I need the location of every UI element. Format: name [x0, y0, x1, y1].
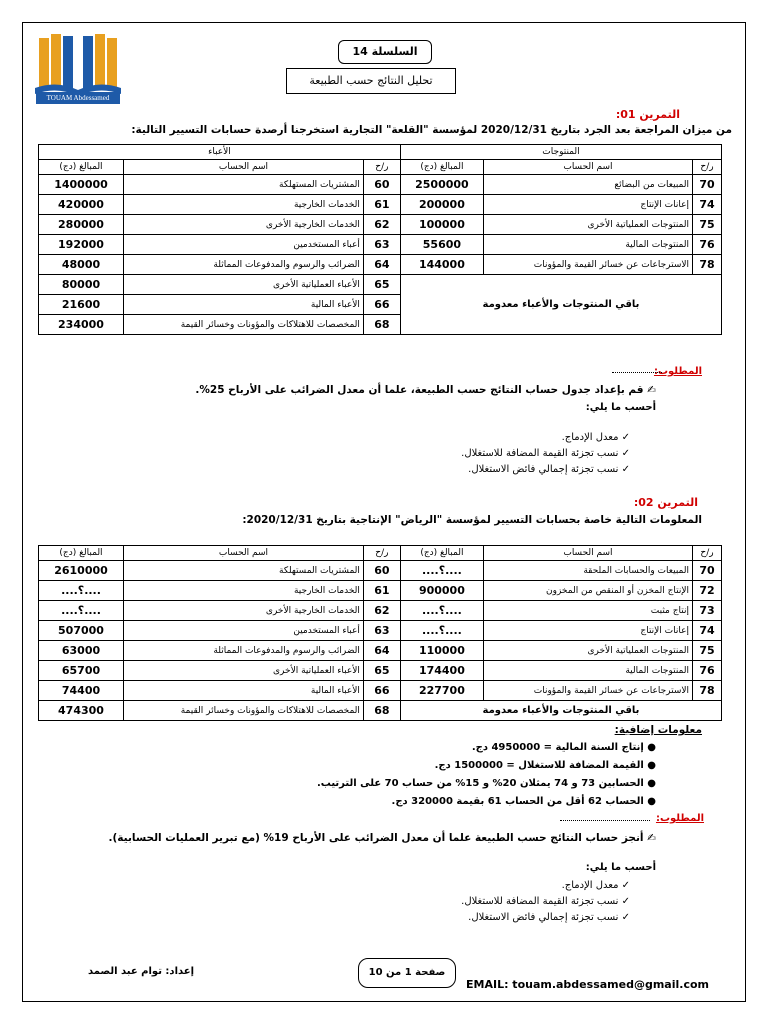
account-number: 78: [693, 255, 722, 275]
account-name: الخدمات الخارجية: [124, 581, 364, 601]
account-number: 66: [363, 681, 400, 701]
account-name: الأعباء المالية: [124, 295, 364, 315]
ex2-required-label: المطلوب:: [655, 813, 704, 824]
page-title: تحليل النتائج حسب الطبيعة: [286, 68, 456, 94]
table-row: [39, 195, 722, 215]
amount: 420000: [39, 195, 124, 215]
account-name: المنتوجات المالية: [483, 235, 692, 255]
account-name: المخصصات للاهتلاكات والمؤونات وخسائر القيمة: [124, 701, 364, 721]
page-number: صفحة 1 من 10: [358, 958, 456, 988]
account-name: المبيعات من البضائع: [483, 175, 692, 195]
table-row: [39, 175, 722, 195]
col-acc: ر/ح: [693, 546, 722, 561]
account-number: 62: [363, 601, 400, 621]
table-row: [39, 215, 722, 235]
amount: 110000: [400, 641, 483, 661]
account-number: 60: [363, 561, 400, 581]
account-name: المنتوجات المالية: [483, 661, 692, 681]
amount: 174400: [400, 661, 483, 681]
list-item: [468, 912, 630, 923]
ex2-table: [38, 545, 722, 721]
account-number: 61: [363, 581, 400, 601]
account-number: 75: [693, 215, 722, 235]
account-number: 63: [363, 235, 400, 255]
check-icon: ✓: [618, 880, 630, 891]
amount: 200000: [400, 195, 483, 215]
bullet-icon: ●: [643, 760, 656, 771]
bullet-icon: ●: [643, 796, 656, 807]
amount: 227700: [400, 681, 483, 701]
list-item: [317, 778, 656, 789]
series-label: السلسلة 14: [338, 40, 432, 64]
list-item: [468, 464, 630, 475]
list-item-text: الحسابين 73 و 74 يمثلان 20% و 15% من حساب 70 على الترتيب.: [316, 778, 644, 789]
amount: 80000: [39, 275, 124, 295]
ex2-task: [109, 832, 657, 844]
account-name: الخدمات الخارجية: [124, 195, 364, 215]
table-row: [39, 641, 722, 661]
account-number: 70: [693, 175, 722, 195]
account-name: أعباء المستخدمين: [124, 235, 364, 255]
account-name: الأعباء العملياتية الأخرى: [124, 275, 364, 295]
list-item: [562, 432, 630, 443]
divider: [612, 372, 662, 373]
remaining-note: باقي المنتوجات والأعباء معدومة: [400, 275, 721, 335]
account-number: 65: [363, 661, 400, 681]
table-row: [39, 255, 722, 275]
account-number: 76: [693, 661, 722, 681]
check-icon: ✓: [618, 464, 630, 475]
col-name: اسم الحساب: [483, 546, 692, 561]
divider: [560, 820, 650, 821]
table-row: [39, 275, 722, 295]
author: إعداد: توام عبد الصمد: [88, 966, 195, 977]
check-icon: ✓: [618, 448, 630, 459]
logo-caption: TOUAM Abdessamed: [36, 92, 120, 104]
table-row: [39, 235, 722, 255]
amount: ....؟....: [39, 601, 124, 621]
col-acc: ر/ح: [363, 546, 400, 561]
amount: ....؟....: [39, 581, 124, 601]
account-number: 62: [363, 215, 400, 235]
amount: 74400: [39, 681, 124, 701]
list-item-text: معدل الإدماج.: [561, 880, 619, 891]
check-icon: ✓: [618, 432, 630, 443]
amount: 48000: [39, 255, 124, 275]
list-item-text: نسب تجزئة إجمالي فائض الاستغلال.: [468, 912, 619, 923]
list-item-text: نسب تجزئة إجمالي فائض الاستغلال.: [468, 464, 619, 475]
account-number: 64: [363, 255, 400, 275]
ex1-intro: من ميزان المراجعة بعد الجرد بتاريخ 2020/12/31 لمؤسسة "القلعة" التجارية استخرجنا أرصدة حسابات التسيير التالية:: [131, 124, 732, 136]
amount: 192000: [39, 235, 124, 255]
amount: 65700: [39, 661, 124, 681]
list-item-text: نسب تجزئة القيمة المضافة للاستغلال.: [461, 448, 619, 459]
amount: ....؟....: [400, 601, 483, 621]
charges-header: الأعباء: [39, 145, 401, 160]
table-row: [39, 621, 722, 641]
account-name: المنتوجات العملياتية الأخرى: [483, 215, 692, 235]
amount: 55600: [400, 235, 483, 255]
list-item: [461, 448, 630, 459]
list-item: [562, 880, 630, 891]
col-amount: المبالغ (دج): [39, 160, 124, 175]
list-item: [461, 896, 630, 907]
list-item-text: الحساب 62 أقل من الحساب 61 بقيمة 320000 دج.: [391, 796, 644, 807]
account-name: الإنتاج المخزن أو المنقص من المخزون: [483, 581, 692, 601]
list-item-text: نسب تجزئة القيمة المضافة للاستغلال.: [461, 896, 619, 907]
email: EMAIL: touam.abdessamed@gmail.com: [466, 978, 709, 991]
account-name: الخدمات الخارجية الأخرى: [124, 601, 364, 621]
amount: 1400000: [39, 175, 124, 195]
account-number: 68: [363, 701, 400, 721]
ex2-intro: المعلومات التالية خاصة بحسابات التسيير لمؤسسة "الرياض" الإنتاجية بتاريخ 2020/12/31:: [242, 514, 702, 526]
bullet-icon: ●: [643, 778, 656, 789]
pen-icon: ✍: [643, 384, 656, 396]
account-number: 73: [693, 601, 722, 621]
account-number: 78: [693, 681, 722, 701]
amount: 474300: [39, 701, 124, 721]
amount: 234000: [39, 315, 124, 335]
account-name: إنتاج مثبت: [483, 601, 692, 621]
account-name: إعانات الإنتاج: [483, 195, 692, 215]
col-name: اسم الحساب: [124, 160, 364, 175]
col-acc: ر/ح: [693, 160, 722, 175]
ex1-task: [195, 384, 656, 396]
account-name: الضرائب والرسوم والمدفوعات المماثلة: [124, 255, 364, 275]
amount: ....؟....: [400, 561, 483, 581]
account-name: المشتريات المستهلكة: [124, 561, 364, 581]
account-name: الضرائب والرسوم والمدفوعات المماثلة: [124, 641, 364, 661]
col-amount: المبالغ (دج): [400, 546, 483, 561]
ex1-heading: التمرين 01:: [615, 108, 680, 121]
account-number: 63: [363, 621, 400, 641]
check-icon: ✓: [618, 912, 630, 923]
account-number: 76: [693, 235, 722, 255]
amount: 144000: [400, 255, 483, 275]
remaining-note: باقي المنتوجات والأعباء معدومة: [400, 701, 721, 721]
account-name: إعانات الإنتاج: [483, 621, 692, 641]
account-name: المشتريات المستهلكة: [124, 175, 364, 195]
table-row: [39, 561, 722, 581]
account-name: الاسترجاعات عن خسائر القيمة والمؤونات: [483, 681, 692, 701]
account-name: المبيعات والحسابات الملحقة: [483, 561, 692, 581]
amount: 2500000: [400, 175, 483, 195]
ex2-heading: التمرين 02:: [633, 496, 698, 509]
ex2-extra-label: معلومات إضافية:: [614, 724, 702, 736]
ex1-table: [38, 144, 722, 335]
account-name: المنتوجات العملياتية الأخرى: [483, 641, 692, 661]
account-number: 75: [693, 641, 722, 661]
col-amount: المبالغ (دج): [400, 160, 483, 175]
amount: 100000: [400, 215, 483, 235]
ex1-task-text: قم بإعداد جدول حساب النتائج حسب الطبيعة، علما أن معدل الضرائب على الأرباح 25%.: [195, 384, 644, 396]
ex2-calc-label: أحسب ما يلي:: [585, 862, 656, 873]
table-row: [39, 581, 722, 601]
list-item: [392, 796, 656, 807]
account-number: 65: [363, 275, 400, 295]
pen-icon: ✍: [643, 832, 656, 844]
account-name: الخدمات الخارجية الأخرى: [124, 215, 364, 235]
amount: 900000: [400, 581, 483, 601]
bullet-icon: ●: [643, 742, 656, 753]
amount: 63000: [39, 641, 124, 661]
account-number: 72: [693, 581, 722, 601]
col-name: اسم الحساب: [124, 546, 364, 561]
account-number: 74: [693, 195, 722, 215]
list-item-text: القيمة المضافة للاستغلال = 1500000 دج.: [434, 760, 644, 771]
amount: ....؟....: [400, 621, 483, 641]
ex1-required-label: المطلوب:: [653, 366, 702, 377]
account-number: 70: [693, 561, 722, 581]
list-item-text: معدل الإدماج.: [561, 432, 619, 443]
account-number: 61: [363, 195, 400, 215]
account-name: المخصصات للاهتلاكات والمؤونات وخسائر القيمة: [124, 315, 364, 335]
account-name: الأعباء المالية: [124, 681, 364, 701]
account-number: 64: [363, 641, 400, 661]
col-name: اسم الحساب: [483, 160, 692, 175]
list-item: [435, 760, 656, 771]
account-name: الاسترجاعات عن خسائر القيمة والمؤونات: [483, 255, 692, 275]
amount: 21600: [39, 295, 124, 315]
check-icon: ✓: [618, 896, 630, 907]
account-number: 68: [363, 315, 400, 335]
ex1-calc-label: أحسب ما يلي:: [585, 402, 656, 413]
table-row: [39, 681, 722, 701]
account-number: 60: [363, 175, 400, 195]
table-row: [39, 601, 722, 621]
account-name: أعباء المستخدمين: [124, 621, 364, 641]
list-item-text: إنتاج السنة المالية = 4950000 دج.: [471, 742, 644, 753]
list-item: [472, 742, 656, 753]
amount: 507000: [39, 621, 124, 641]
account-name: الأعباء العملياتية الأخرى: [124, 661, 364, 681]
amount: 280000: [39, 215, 124, 235]
amount: 2610000: [39, 561, 124, 581]
account-number: 66: [363, 295, 400, 315]
col-acc: ر/ح: [363, 160, 400, 175]
products-header: المنتوجات: [400, 145, 721, 160]
account-number: 74: [693, 621, 722, 641]
table-row: [39, 661, 722, 681]
ex2-task-text: أنجز حساب النتائج حسب الطبيعة علما أن معدل الضرائب على الأرباح 19% (مع تبرير العمليات الحسابية).: [108, 832, 644, 844]
table-row: [39, 701, 722, 721]
col-amount: المبالغ (دج): [39, 546, 124, 561]
